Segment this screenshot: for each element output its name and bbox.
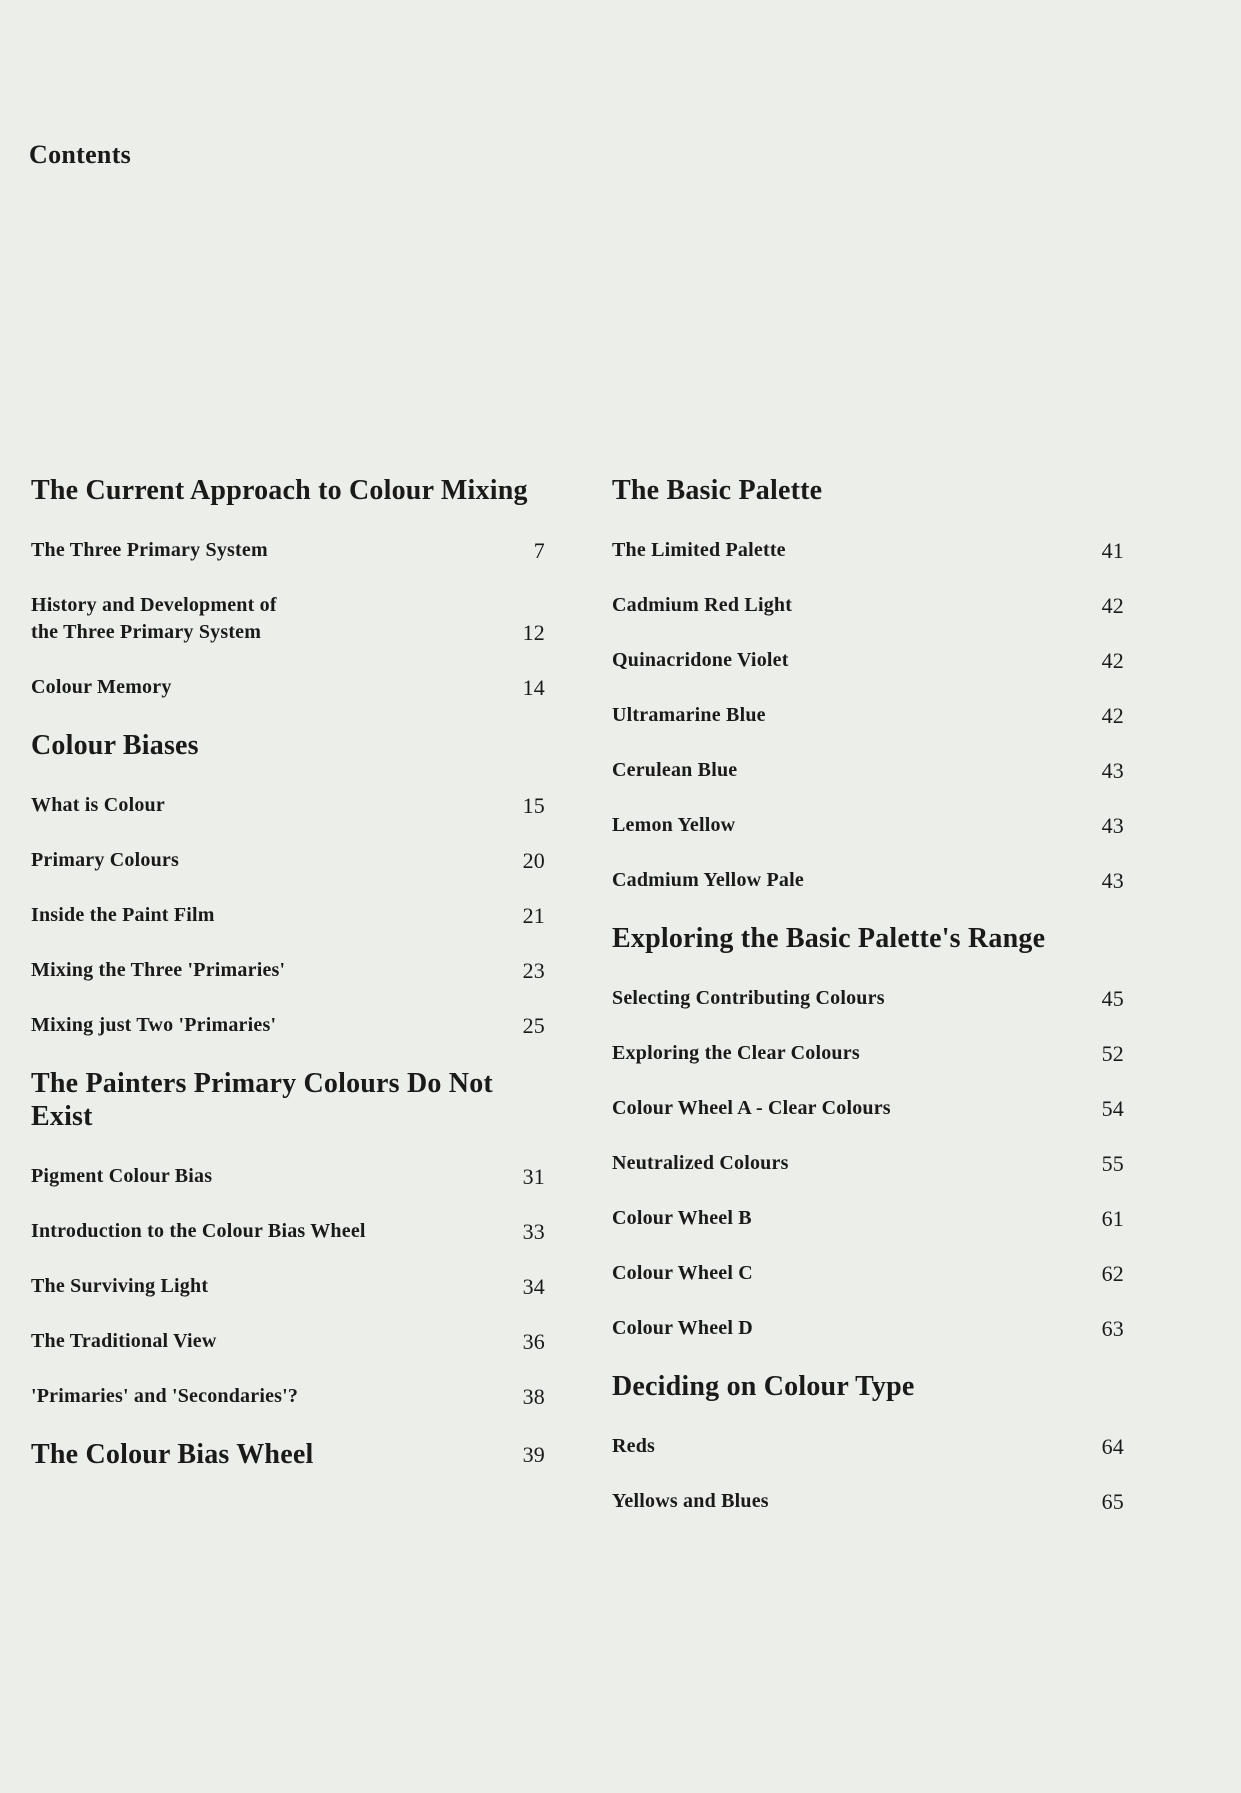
entry-page: 41 (1101, 538, 1124, 563)
toc-entry[interactable] (612, 537, 1124, 564)
entry-title: Lemon Yellow (612, 814, 736, 836)
entry-title: Selecting Contributing Colours (612, 987, 885, 1009)
entry-title: Exploring the Clear Colours (612, 1042, 860, 1064)
entry-title: Cadmium Yellow Pale (612, 869, 804, 891)
toc-entry[interactable] (31, 592, 545, 646)
toc-entry[interactable] (612, 1260, 1124, 1287)
entry-page: 39 (522, 1442, 545, 1467)
entry-title: Colour Wheel D (612, 1317, 753, 1339)
entry-page: 38 (522, 1384, 545, 1409)
toc-section (612, 474, 1124, 894)
toc-entry[interactable] (612, 867, 1124, 894)
entry-page: 43 (1101, 758, 1124, 783)
toc-entry[interactable] (31, 674, 545, 701)
entry-page: 43 (1101, 868, 1124, 893)
entry-page: 45 (1101, 986, 1124, 1011)
toc-section (31, 1067, 545, 1410)
toc-section (612, 922, 1124, 1342)
entry-title: What is Colour (31, 794, 165, 816)
toc-entry[interactable] (31, 957, 545, 984)
toc-entry[interactable] (612, 702, 1124, 729)
section-heading: Colour Biases (31, 730, 199, 761)
toc-entry[interactable] (31, 792, 545, 819)
entry-title: Ultramarine Blue (612, 704, 766, 726)
entry-title: Introduction to the Colour Bias Wheel (31, 1220, 366, 1242)
section-heading: Exploring the Basic Palette's Range (612, 923, 1046, 954)
toc-section (31, 729, 545, 1039)
entry-title: Pigment Colour Bias (31, 1165, 213, 1187)
entry-title: Inside the Paint Film (31, 904, 215, 926)
toc-entry[interactable] (31, 1383, 545, 1410)
entry-page: 63 (1101, 1316, 1124, 1341)
entry-title: Cadmium Red Light (612, 594, 793, 616)
right-column (612, 474, 1124, 1543)
entry-title: The Three Primary System (31, 539, 268, 561)
toc-entry[interactable] (31, 537, 545, 564)
entry-title: The Surviving Light (31, 1275, 209, 1297)
toc-entry[interactable] (612, 985, 1124, 1012)
entry-page: 25 (522, 1013, 545, 1038)
entry-page: 54 (1101, 1096, 1124, 1121)
entry-page: 42 (1101, 648, 1124, 673)
entry-page: 62 (1101, 1261, 1124, 1286)
entry-page: 14 (522, 675, 545, 700)
section-heading: The Basic Palette (612, 475, 823, 506)
toc-entry[interactable] (31, 1012, 545, 1039)
entry-title: Colour Memory (31, 676, 172, 698)
toc-entry[interactable] (612, 1315, 1124, 1342)
entry-page: 23 (522, 958, 545, 983)
toc-entry[interactable] (31, 1163, 545, 1190)
entry-page: 7 (533, 538, 545, 563)
entry-page: 61 (1101, 1206, 1124, 1231)
toc-entry[interactable] (612, 812, 1124, 839)
section-heading: The Current Approach to Colour Mixing (31, 475, 528, 506)
toc-entry[interactable] (612, 1205, 1124, 1232)
entry-page: 52 (1101, 1041, 1124, 1066)
left-column (31, 474, 545, 1501)
entry-page: 12 (522, 620, 545, 645)
entry-title: Colour Wheel A - Clear Colours (612, 1097, 891, 1119)
toc-entry[interactable] (612, 592, 1124, 619)
toc-entry[interactable] (31, 902, 545, 929)
toc-entry[interactable] (31, 1273, 545, 1300)
entry-page: 36 (522, 1329, 545, 1354)
entry-page: 15 (522, 793, 545, 818)
toc-entry[interactable] (31, 1328, 545, 1355)
toc-entry[interactable] (612, 1095, 1124, 1122)
toc-entry[interactable] (612, 1488, 1124, 1515)
toc-entry[interactable] (612, 1040, 1124, 1067)
toc-entry[interactable] (31, 847, 545, 874)
entry-page: 34 (522, 1274, 545, 1299)
toc-entry[interactable] (612, 1433, 1124, 1460)
entry-title: The Traditional View (31, 1330, 217, 1352)
entry-page: 42 (1101, 703, 1124, 728)
entry-page: 21 (522, 903, 545, 928)
entry-page: 42 (1101, 593, 1124, 618)
entry-title: History and Development of the Three Primary System (31, 594, 277, 643)
toc-entry[interactable] (612, 757, 1124, 784)
entry-title: Cerulean Blue (612, 759, 738, 781)
section-heading: Deciding on Colour Type (612, 1371, 915, 1402)
toc-final-section[interactable] (31, 1438, 545, 1471)
section-heading: The Painters Primary Colours Do Not Exist (31, 1068, 493, 1132)
entry-page: 20 (522, 848, 545, 873)
entry-page: 64 (1101, 1434, 1124, 1459)
entry-page: 55 (1101, 1151, 1124, 1176)
toc-entry[interactable] (612, 1150, 1124, 1177)
entry-title: Primary Colours (31, 849, 179, 871)
entry-page: 31 (522, 1164, 545, 1189)
entry-title: Yellows and Blues (612, 1490, 769, 1512)
entry-title: The Limited Palette (612, 539, 786, 561)
entry-title: Quinacridone Violet (612, 649, 789, 671)
entry-page: 33 (522, 1219, 545, 1244)
entry-page: 65 (1101, 1489, 1124, 1514)
entry-title: 'Primaries' and 'Secondaries'? (31, 1385, 299, 1407)
entry-title: Colour Wheel B (612, 1207, 752, 1229)
entry-title: Mixing just Two 'Primaries' (31, 1014, 277, 1036)
entry-title: Mixing the Three 'Primaries' (31, 959, 286, 981)
toc-entry[interactable] (31, 1218, 545, 1245)
entry-page: 43 (1101, 813, 1124, 838)
entry-title: Colour Wheel C (612, 1262, 753, 1284)
entry-title: Neutralized Colours (612, 1152, 789, 1174)
section-heading: The Colour Bias Wheel (31, 1439, 314, 1470)
page-title: Contents (29, 140, 132, 169)
toc-section (612, 1370, 1124, 1515)
entry-title: Reds (612, 1435, 656, 1457)
toc-entry[interactable] (612, 647, 1124, 674)
toc-section (31, 474, 545, 701)
